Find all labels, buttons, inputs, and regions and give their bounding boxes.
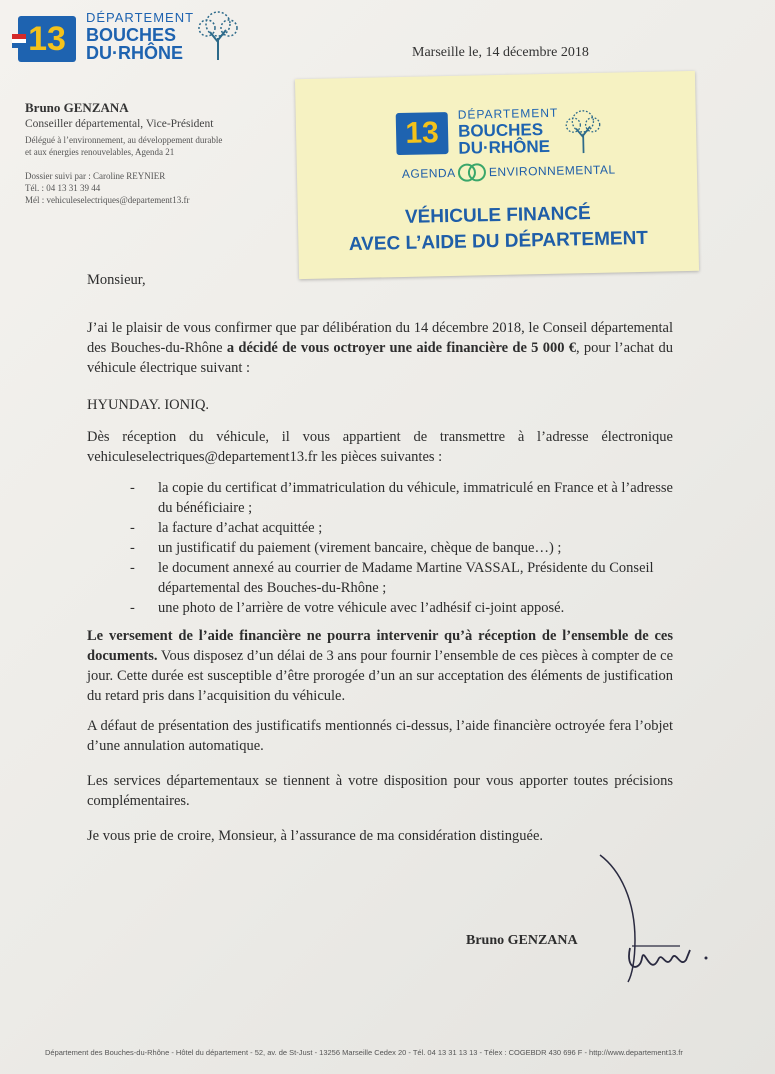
paragraph-payment: [87, 626, 673, 706]
paragraph-decision: [87, 318, 673, 378]
sticker-title-line2: AVEC L’AIDE DU DÉPARTEMENT: [348, 227, 649, 256]
sticker-title-line1: VÉHICULE FINANCÉ: [404, 203, 591, 228]
paragraph-closing: Je vous prie de croire, Monsieur, à l’assurance de ma considération distinguée.: [87, 828, 544, 844]
sender-delegation-line1: Délégué à l’environnement, au développement durable: [25, 135, 223, 145]
footer-address: Département des Bouches-du-Rhône - Hôtel du département - 52, av. de St-Just - 13256 Marseille Cedex 20 - Tél. 04 13 31 13 13 - Télex : COGEBDR 430 696 F - http://www.departement13.fr: [45, 1048, 683, 1057]
sticker-name-line1: BOUCHES: [457, 120, 544, 141]
handwritten-signature: [580, 850, 720, 990]
logo-name-line2: DU·RHÔNE: [86, 43, 183, 63]
sticker-logo-13-badge: [396, 112, 449, 155]
paragraph-decision-bold: a décidé de vous octroyer une aide financière de 5 000 €: [226, 340, 576, 356]
sender-delegation-line2: et aux énergies renouvelables, Agenda 21: [25, 147, 175, 157]
sticker-dep-label: DÉPARTEMENT: [457, 105, 559, 122]
sender-mail: Mél : vehiculeselectriques@departement13.fr: [25, 195, 190, 205]
paragraph-payment-rest: Vous disposez d’un délai de 3 ans pour fournir l’ensemble de ces pièces à compter de ce jour. Cette durée est susceptible d’être prorogée d’un an sur acceptation des éléments de justification du retard pris dans l’acquisition du véhicule.: [87, 648, 673, 704]
sender-tel: Tél. : 04 13 31 39 44: [25, 183, 101, 193]
sticker-agenda-left: AGENDA: [401, 165, 456, 181]
list-item: - un justificatif du paiement (virement bancaire, chèque de banque…) ;: [130, 538, 675, 558]
paragraph-transmit: Dès réception du véhicule, il vous appartient de transmettre à l’adresse électronique vehiculeselectriques@departement13.fr les pièces suivantes :: [87, 429, 673, 465]
logo-number: 13: [28, 20, 66, 58]
logo-name-line1: BOUCHES: [86, 25, 177, 45]
sticker-logo-number: 13: [405, 116, 440, 150]
department-logo: [18, 10, 248, 70]
logo-13-badge: [18, 16, 76, 62]
agenda-leaf-icon: [457, 161, 487, 184]
paragraph-decision-a: J’ai le plaisir de vous confirmer que par délibération du 14 décembre 2018, le Conseil départemental des Bouches-du-Rhône: [87, 320, 673, 356]
paragraph-cancellation: A défaut de présentation des justificatifs mentionnés ci-dessus, l’aide financière octroyée fera l’objet d’une annulation automatique.: [87, 718, 673, 754]
sender-followed-by: Dossier suivi par : Caroline REYNIER: [25, 171, 166, 181]
sticker-olive-tree-icon: [561, 105, 606, 156]
list-item: - la copie du certificat d’immatriculation du véhicule, immatriculé en France et à l’adresse du bénéficiaire ;: [130, 478, 675, 518]
place-date: Marseille le, 14 décembre 2018: [412, 45, 589, 60]
vehicle-model: HYUNDAY. IONIQ.: [87, 397, 210, 413]
vehicle-sticker: [295, 71, 699, 279]
salutation: Monsieur,: [87, 272, 146, 288]
list-item: - le document annexé au courrier de Madame Martine VASSAL, Présidente du Conseil départemental des Bouches-du-Rhône ;: [130, 558, 675, 598]
list-item: - la facture d’achat acquittée ;: [130, 518, 675, 538]
paragraph-services: Les services départementaux se tiennent à votre disposition pour vous apporter toutes précisions complémentaires.: [87, 773, 673, 809]
sender-title: Conseiller départemental, Vice-Président: [25, 118, 214, 130]
list-item: - une photo de l’arrière de votre véhicule avec l’adhésif ci-joint apposé.: [130, 598, 675, 618]
sender-name: Bruno GENZANA: [25, 100, 129, 115]
signatory-name: Bruno GENZANA: [466, 933, 578, 948]
sticker-agenda-right: ENVIRONNEMENTAL: [488, 162, 616, 180]
olive-tree-icon: [193, 8, 243, 60]
flag-icon: [12, 34, 26, 48]
paragraph-payment-bold: Le versement de l’aide financière ne pourra intervenir qu’à réception de l’ensemble de ces documents.: [87, 628, 673, 664]
logo-dep-label: DÉPARTEMENT: [86, 10, 195, 25]
sticker-name-line2: DU·RHÔNE: [458, 136, 551, 158]
paragraph-decision-c: , pour l’achat du véhicule électrique suivant :: [87, 340, 673, 376]
sticker-logo: [396, 105, 617, 166]
documents-list: [130, 478, 675, 618]
